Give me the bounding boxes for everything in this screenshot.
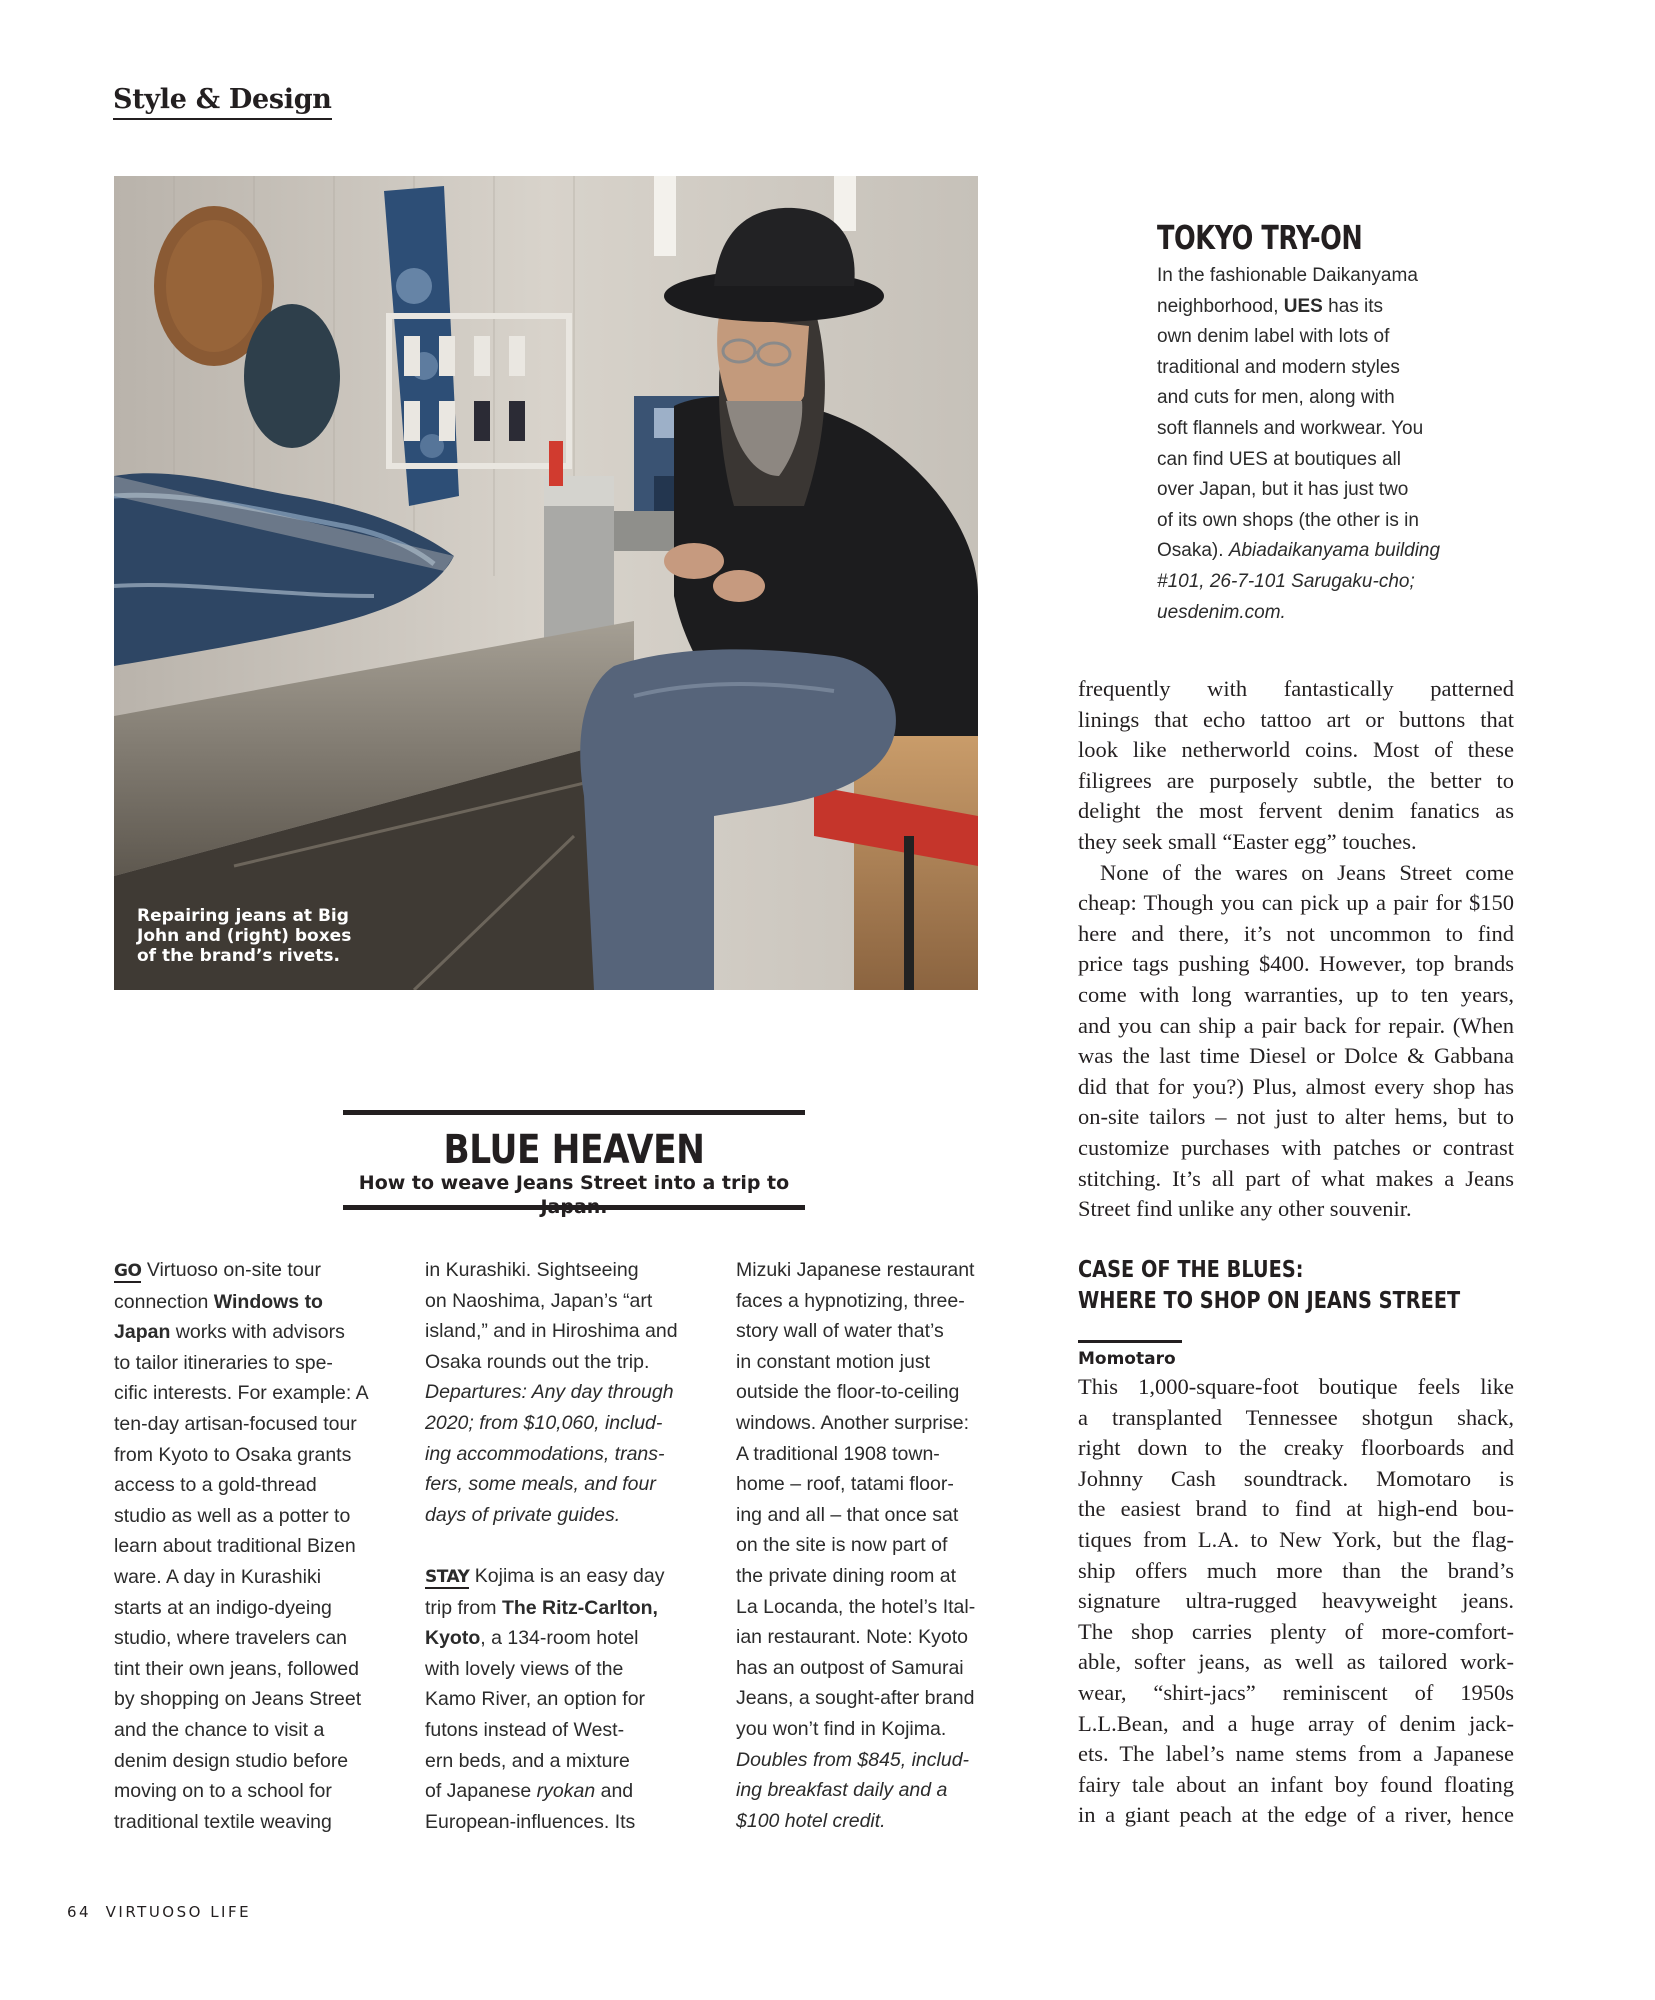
text-run: by shopping on Jeans Street (114, 1688, 362, 1711)
justified-line: right down to the creaky floorboards and (1078, 1435, 1514, 1461)
bold-run: Japan (114, 1321, 171, 1344)
text-line (425, 1469, 703, 1500)
shop-description (1078, 1372, 1514, 1831)
shop-rule (1078, 1340, 1182, 1343)
text-line (425, 1347, 703, 1378)
text-line (114, 1776, 392, 1807)
text-run: futons instead of West- (425, 1718, 625, 1741)
text-line (425, 1255, 703, 1286)
justified-line: price tags pushing $400. However, top brands (1078, 951, 1514, 977)
justified-line: customize purchases with patches or contrast (1078, 1134, 1514, 1160)
text-line (736, 1347, 1014, 1378)
text-run: learn about traditional Bizen (114, 1535, 356, 1558)
text-line (425, 1746, 703, 1777)
text-run: tint their own jeans, followed (114, 1657, 359, 1680)
text-line (736, 1408, 1014, 1439)
justified-line: able, softer jeans, as well as tailored work- (1078, 1649, 1514, 1675)
justified-line: tiques from L.A. to New York, but the flag- (1078, 1526, 1514, 1552)
text-run: home – roof, tatami floor- (736, 1473, 954, 1496)
justified-line: wear, “shirt-jacs” reminiscent of 1950s (1078, 1679, 1514, 1705)
text-line (114, 1440, 392, 1471)
text-line (425, 1684, 703, 1715)
justified-line: a transplanted Tennessee shotgun shack, (1078, 1404, 1514, 1430)
text-line (736, 1255, 1014, 1286)
text-run: to tailor itineraries to spe- (114, 1351, 333, 1374)
justified-line: ets. The label’s name stems from a Japanese (1078, 1741, 1514, 1767)
justified-line: cheap: Though you can pick up a pair for $150 (1078, 890, 1514, 916)
text-run: ern beds, and a mixture (425, 1749, 630, 1772)
text-line (114, 1531, 392, 1562)
text-run: can find UES at boutiques all (1157, 448, 1401, 470)
text-run: starts at an indigo-dyeing (114, 1596, 332, 1619)
text-run: faces a hypnotizing, three- (736, 1289, 965, 1312)
headline-rule-top (343, 1110, 805, 1115)
text-line (425, 1439, 703, 1470)
text-line (1157, 292, 1457, 323)
justified-line: fairy tale about an infant boy found floating (1078, 1771, 1514, 1797)
text-run: and cuts for men, along with (1157, 387, 1395, 409)
text-line (1157, 536, 1457, 567)
text-run: works with advisors (170, 1321, 345, 1344)
text-run: on the site is now part of (736, 1534, 948, 1557)
text-run: access to a gold-thread (114, 1474, 317, 1497)
text-run: Mizuki Japanese restaurant (736, 1259, 975, 1281)
justified-line: on-site tailors – not just to alter hems, but to (1078, 1104, 1514, 1130)
justified-line: filigrees are purposely subtle, the better to (1078, 767, 1514, 793)
text-line (736, 1775, 1014, 1806)
shopping-heading (1078, 1255, 1460, 1317)
text-line (736, 1377, 1014, 1408)
section-tag: GO (114, 1261, 142, 1281)
bold-run: The Ritz-Carlton, (501, 1596, 658, 1619)
justified-line: stitching. It’s all part of what makes a Jeans (1078, 1165, 1514, 1191)
justified-line: This 1,000-square-foot boutique feels like (1078, 1374, 1514, 1399)
text-line (425, 1377, 703, 1408)
text-line (425, 1623, 703, 1654)
text-run: soft flannels and workwear. You (1157, 417, 1424, 439)
justified-line: was the last time Diesel or Dolce & Gabbana (1078, 1043, 1514, 1069)
sidebar-body (1157, 261, 1457, 628)
text-line (736, 1561, 1014, 1592)
bold-run: UES (1283, 295, 1323, 317)
column-go (114, 1255, 392, 1837)
text-line (1157, 598, 1457, 629)
text-line (114, 1255, 392, 1287)
text-run: outside the floor-to-ceiling (736, 1381, 960, 1404)
text-run: connection (114, 1290, 214, 1313)
feature-title: BLUE HEAVEN (443, 1127, 705, 1173)
shop-name: Momotaro (1078, 1349, 1176, 1369)
paragraph-gap (425, 1530, 703, 1561)
text-line (736, 1439, 1014, 1470)
text-run: La Locanda, the hotel’s Ital- (736, 1595, 976, 1618)
text-line (736, 1683, 1014, 1714)
text-run: you won’t find in Kojima. (736, 1717, 947, 1740)
text-line (114, 1470, 392, 1501)
text-line (114, 1746, 392, 1777)
shopping-heading-line: WHERE TO SHOP ON JEANS STREET (1078, 1288, 1461, 1314)
justified-line: L.L.Bean, and a huge array of denim jack- (1078, 1710, 1514, 1736)
text-run: the private dining room at (736, 1564, 957, 1587)
paragraph (1078, 858, 1514, 1225)
text-line (114, 1409, 392, 1440)
page-number: 64 (67, 1903, 92, 1921)
text-line (114, 1501, 392, 1532)
section-tag: STAY (425, 1566, 470, 1587)
text-line (425, 1316, 703, 1347)
text-run: own denim label with lots of (1157, 326, 1390, 348)
text-run: denim design studio before (114, 1749, 349, 1772)
text-run: In the fashionable Daikanyama (1157, 265, 1418, 286)
justified-line: look like netherworld coins. Most of these (1078, 737, 1514, 763)
page-folio (67, 1903, 251, 1921)
text-run: A traditional 1908 town- (736, 1442, 940, 1465)
italic-run: fers, some meals, and four (425, 1473, 656, 1496)
text-run: with lovely views of the (425, 1657, 624, 1680)
text-line (114, 1317, 392, 1348)
justified-line: and you can ship a pair back for repair. (When (1078, 1012, 1514, 1038)
italic-run: $100 hotel credit. (736, 1809, 886, 1832)
text-line (736, 1316, 1014, 1347)
text-run: traditional textile weaving (114, 1810, 332, 1833)
text-line (425, 1776, 703, 1807)
text-run: ian restaurant. Note: Kyoto (736, 1626, 968, 1649)
photo-caption (137, 906, 367, 966)
text-run: ten-day artisan-focused tour (114, 1412, 357, 1435)
caption-line: Repairing jeans at Big (137, 906, 349, 926)
text-run: island,” and in Hiroshima and (425, 1320, 678, 1343)
paragraph (1078, 674, 1514, 858)
right-column-body (1078, 674, 1514, 1225)
text-run: studio, where travelers can (114, 1627, 348, 1650)
justified-line: come with long warranties, up to ten years, (1078, 981, 1514, 1007)
text-line (736, 1500, 1014, 1531)
italic-run: uesdenim.com. (1157, 601, 1286, 623)
text-run: , a 134-room hotel (480, 1627, 639, 1650)
text-line (1157, 383, 1457, 414)
justified-line: delight the most fervent denim fanatics as (1078, 798, 1514, 824)
text-line (114, 1562, 392, 1593)
text-run: Kojima is an easy day (469, 1564, 665, 1587)
sidebar-title: TOKYO TRY-ON (1157, 218, 1363, 257)
text-line (736, 1530, 1014, 1561)
column-stay (425, 1255, 703, 1837)
justified-line: signature ultra-rugged heavyweight jeans. (1078, 1588, 1514, 1614)
text-line (1157, 261, 1457, 292)
text-line (425, 1500, 703, 1531)
text-run: has an outpost of Samurai (736, 1656, 964, 1679)
justified-line: Street find unlike any other souvenir. (1078, 1196, 1412, 1222)
text-line (736, 1622, 1014, 1653)
justified-line: they seek small “Easter egg” touches. (1078, 828, 1417, 854)
justified-line: the easiest brand to find at high-end bou- (1078, 1496, 1514, 1522)
justified-line: did that for you?) Plus, almost every shop has (1078, 1073, 1514, 1099)
justified-line: None of the wares on Jeans Street come (1100, 859, 1514, 885)
text-run: ing and all – that once sat (736, 1503, 959, 1526)
justified-line: in a giant peach at the edge of a river, hence (1078, 1802, 1514, 1828)
headline-rule-bottom (343, 1205, 805, 1210)
italic-run: Doubles from $845, includ- (736, 1748, 970, 1771)
text-run: trip from (425, 1596, 502, 1619)
text-line (114, 1593, 392, 1624)
text-line (1157, 414, 1457, 445)
justified-line: linings that echo tattoo art or buttons that (1078, 706, 1514, 732)
text-line (736, 1653, 1014, 1684)
justified-line: here and there, it’s not uncommon to find (1078, 920, 1514, 946)
text-line (425, 1654, 703, 1685)
text-line (114, 1287, 392, 1318)
text-run: in constant motion just (736, 1350, 931, 1373)
text-line (425, 1561, 703, 1593)
bold-run: Windows to (213, 1290, 323, 1313)
text-run: neighborhood, (1157, 295, 1284, 317)
italic-run: Departures: Any day through (425, 1381, 674, 1404)
text-run: over Japan, but it has just two (1157, 479, 1409, 501)
italic-run: ryokan (536, 1780, 596, 1803)
text-run: and (595, 1780, 634, 1803)
text-line (425, 1715, 703, 1746)
text-line (736, 1469, 1014, 1500)
text-run: of its own shops (the other is in (1157, 509, 1419, 531)
caption-line: John and (right) boxes (137, 926, 352, 946)
text-line (1157, 567, 1457, 598)
shopping-heading-line: CASE OF THE BLUES: (1078, 1257, 1304, 1283)
feature-photo (114, 176, 978, 990)
text-line (425, 1807, 703, 1838)
text-line (425, 1408, 703, 1439)
text-run: has its (1322, 295, 1384, 317)
text-line (736, 1286, 1014, 1317)
italic-run: 2020; from $10,060, includ- (425, 1411, 663, 1434)
column-restaurant (736, 1255, 1014, 1836)
bold-run: Kyoto (425, 1627, 481, 1650)
text-line (736, 1745, 1014, 1776)
justified-line: ship offers much more than the brand’s (1078, 1557, 1514, 1583)
caption-line: of the brand’s rivets. (137, 946, 340, 966)
justified-line: Johnny Cash soundtrack. Momotaro is (1078, 1465, 1514, 1491)
text-line (736, 1592, 1014, 1623)
text-line (114, 1654, 392, 1685)
text-run: windows. Another surprise: (736, 1411, 970, 1434)
text-run: of Japanese (425, 1780, 537, 1803)
text-line (425, 1593, 703, 1624)
text-line (1157, 445, 1457, 476)
text-run: Jeans, a sought-after brand (736, 1687, 975, 1710)
text-line (1157, 475, 1457, 506)
text-run: from Kyoto to Osaka grants (114, 1443, 352, 1466)
text-line (1157, 322, 1457, 353)
text-line (1157, 353, 1457, 384)
text-run: moving on to a school for (114, 1780, 332, 1803)
italic-run: Abiadaikanyama building (1228, 540, 1441, 562)
text-run: ware. A day in Kurashiki (114, 1565, 322, 1588)
justified-line: The shop carries plenty of more-comfort- (1078, 1618, 1514, 1644)
text-run: Osaka). (1157, 540, 1229, 562)
text-line (425, 1286, 703, 1317)
text-line (736, 1806, 1014, 1837)
text-line (1157, 506, 1457, 537)
text-run: studio as well as a potter to (114, 1504, 351, 1527)
text-run: in Kurashiki. Sightseeing (425, 1259, 639, 1281)
text-run: Osaka rounds out the trip. (425, 1350, 650, 1373)
italic-run: days of private guides. (425, 1503, 621, 1526)
text-run: Kamo River, an option for (425, 1688, 646, 1711)
section-label: Style & Design (113, 84, 332, 120)
text-run: Virtuoso on-site tour (141, 1259, 321, 1281)
text-line (114, 1807, 392, 1838)
text-run: story wall of water that’s (736, 1320, 944, 1343)
text-run: on Naoshima, Japan’s “art (425, 1289, 653, 1312)
text-run: European-influences. Its (425, 1810, 636, 1833)
text-line (114, 1715, 392, 1746)
text-line (114, 1684, 392, 1715)
italic-run: ing breakfast daily and a (736, 1779, 948, 1802)
text-line (114, 1378, 392, 1409)
italic-run: #101, 26-7-101 Sarugaku-cho; (1157, 570, 1415, 592)
text-line (736, 1714, 1014, 1745)
text-run: cific interests. For example: A (114, 1382, 369, 1405)
text-run: traditional and modern styles (1157, 356, 1400, 378)
justified-line: frequently with fantastically patterned (1078, 676, 1514, 701)
publication-name: VIRTUOSO LIFE (105, 1903, 252, 1921)
feature-subtitle: How to weave Jeans Street into a trip to (358, 1172, 790, 1194)
text-line (114, 1348, 392, 1379)
text-run: and the chance to visit a (114, 1718, 325, 1741)
italic-run: ing accommodations, trans- (425, 1442, 665, 1465)
text-line (114, 1623, 392, 1654)
